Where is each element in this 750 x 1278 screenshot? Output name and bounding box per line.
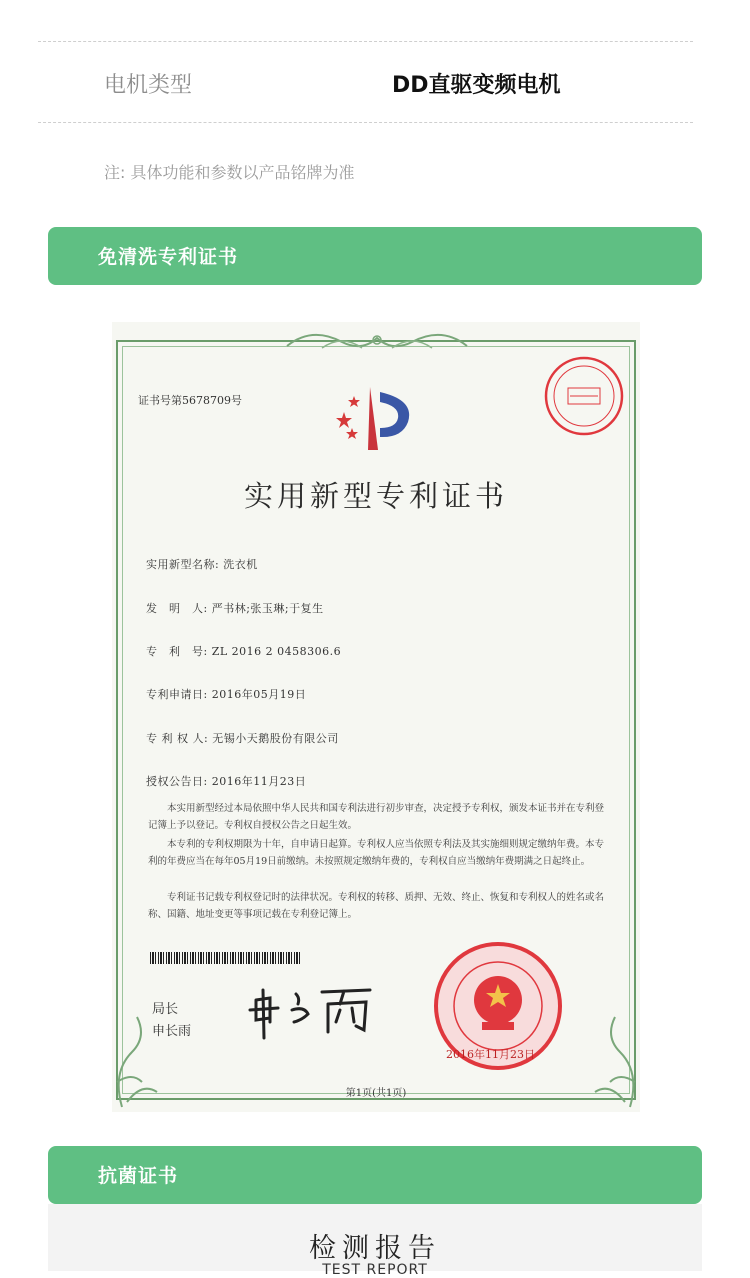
section-title: 免清洗专利证书 [98,246,239,268]
spec-label: 电机类型 [104,73,193,98]
red-seal-top-icon [542,354,626,438]
patent-office-emblem-icon [330,382,420,452]
certificate-number: 证书号第5678709号 [138,394,242,407]
section-bar-patent [48,227,702,285]
spec-note: 注: 具体功能和参数以产品铭牌为准 [104,163,355,182]
field-inventors: 发 明 人: 严书林;张玉琳;于复生 [146,602,324,615]
section-title: 抗菌证书 [98,1165,179,1187]
certificate-page-note: 第1页(共1页) [345,1088,407,1099]
test-report-card [48,1204,702,1278]
field-application-date: 专利申请日: 2016年05月19日 [146,688,307,701]
report-subtitle: TEST REPORT [322,1262,428,1278]
spec-row-capacity [38,0,693,42]
director-title: 局长 [152,1002,179,1017]
spec-row-motor [38,42,693,123]
signature-icon [248,982,378,1042]
section-bar-antibacterial [48,1146,702,1204]
patent-certificate [112,322,640,1112]
certificate-paragraph-3: 专利证书记载专利权登记时的法律状况。专利权的转移、质押、无效、终止、恢复和专利权人的姓名或名称、国籍、地址变更等事项记载在专利登记簿上。 [148,892,605,920]
ornament-top-icon [282,326,472,356]
certificate-barcode [150,952,302,964]
certificate-paragraph-1: 本实用新型经过本局依照中华人民共和国专利法进行初步审查，决定授予专利权，颁发本证书并在专利登记簿上予以登记。专利权自授权公告之日起生效。 [148,803,605,831]
seal-date: 2016年11月23日 [446,1048,535,1061]
field-patent-number: 专 利 号: ZL 2016 2 0458306.6 [146,645,342,658]
field-grant-date: 授权公告日: 2016年11月23日 [146,775,307,788]
director-name: 申长雨 [152,1024,192,1039]
field-utility-name: 实用新型名称: 洗衣机 [146,558,258,571]
field-patentee: 专 利 权 人: 无锡小天鹅股份有限公司 [146,732,339,745]
certificate-paragraph-2: 本专利的专利权期限为十年，自申请日起算。专利权人应当依照专利法及其实施细则规定缴纳年费。本专利的年费应当在每年05月19日前缴纳。未按照规定缴纳年费的，专利权自应当缴纳年费期满之日起终止。 [148,839,605,867]
spec-value: DD直驱变频电机 [392,73,561,98]
report-title: 检测报告 [309,1233,441,1264]
certificate-title: 实用新型专利证书 [243,479,508,513]
